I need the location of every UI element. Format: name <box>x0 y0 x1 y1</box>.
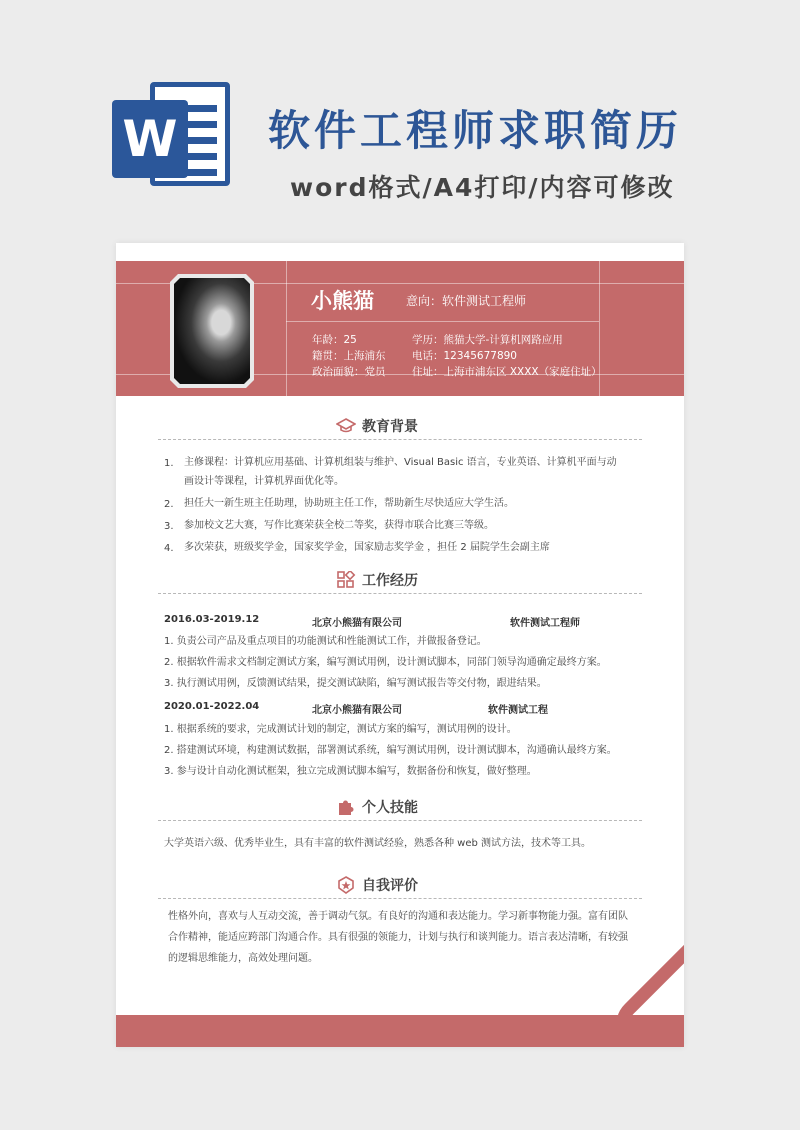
list-number: 2. <box>164 499 174 510</box>
divider <box>158 898 642 899</box>
job-position: 软件测试工程 <box>488 705 548 716</box>
work-grid-icon <box>336 571 356 589</box>
section-self-eval-header <box>116 875 684 895</box>
divider <box>158 439 642 440</box>
job-duty: 2. 根据软件需求文档制定测试方案，编写测试用例，设计测试脚本，同部门领导沟通确定最终方案。 <box>164 657 607 668</box>
list-number: 3. <box>164 521 174 532</box>
job-duty: 1. 根据系统的要求，完成测试计划的制定，测试方案的编写，测试用例的设计。 <box>164 724 517 735</box>
info-education: 学历：熊猫大学-计算机网路应用 <box>412 334 563 346</box>
divider <box>158 820 642 821</box>
job-company: 北京小熊猫有限公司 <box>312 618 402 629</box>
list-item: 多次荣获，班级奖学金，国家奖学金，国家励志奖学金 ，担任 2 届院学生会副主席 <box>184 542 550 553</box>
candidate-name: 小熊猫 <box>311 289 374 313</box>
section-title: 工作经历 <box>362 573 418 589</box>
info-political-status: 政治面貌：党员 <box>312 366 386 378</box>
job-duty: 3. 参与设计自动化测试框架，独立完成测试脚本编写，数据备份和恢复，做好整理。 <box>164 766 537 777</box>
info-age: 年龄：25 <box>312 334 357 346</box>
job-duty: 1. 负责公司产品及重点项目的功能测试和性能测试工作，并做报备登记。 <box>164 636 487 647</box>
portrait-image <box>174 278 250 384</box>
section-title: 自我评价 <box>362 878 418 894</box>
word-badge: W <box>112 100 188 178</box>
job-intent: 意向：软件测试工程师 <box>406 294 527 308</box>
puzzle-icon <box>336 798 356 816</box>
graduation-cap-icon <box>336 417 356 435</box>
list-item-continued: 画设计等课程，计算机界面优化等。 <box>184 476 344 487</box>
list-item: 担任大一新生班主任助理，协助班主任工作，帮助新生尽快适应大学生活。 <box>184 498 514 509</box>
skills-text: 大学英语六级、优秀毕业生，具有丰富的软件测试经验，熟悉各种 web 测试方法，技术等工具。 <box>164 838 592 849</box>
info-phone: 电话：12345677890 <box>412 350 517 362</box>
self-eval-text: 性格外向，喜欢与人互动交流，善于调动气氛。有良好的沟通和表达能力。学习新事物能力强。富有团队合作精神，能适应跨部门沟通合作。具有很强的领能力，计划与执行和谈判能力。语言表达清晰，有较强的逻辑思维能力，高效处理问题。 <box>168 911 628 964</box>
divider <box>158 593 642 594</box>
job-duty: 2. 搭建测试环境，构建测试数据，部署测试系统，编写测试用例，设计测试脚本，沟通确认最终方案。 <box>164 745 617 756</box>
section-skills-header <box>116 797 684 817</box>
word-icon <box>112 82 230 194</box>
info-hometown: 籍贯：上海浦东 <box>312 350 386 362</box>
page-title: 软件工程师求职简历 <box>268 106 683 155</box>
page-subtitle: word格式/A4打印/内容可修改 <box>290 173 675 202</box>
info-address: 住址：上海市浦东区 XXXX（家庭住址） <box>412 366 602 378</box>
banner <box>0 0 800 225</box>
list-item: 主修课程：计算机应用基础、计算机组装与维护、Visual Basic 语言，专业英语、计算机平面与动 <box>184 457 617 468</box>
job-period: 2016.03-2019.12 <box>164 614 260 625</box>
job-period: 2020.01-2022.04 <box>164 701 260 712</box>
list-item: 参加校文艺大赛，写作比赛荣获全校二等奖，获得市联合比赛三等级。 <box>184 520 494 531</box>
section-work-header <box>116 570 684 590</box>
list-number: 4. <box>164 543 174 554</box>
section-title: 教育背景 <box>362 419 418 435</box>
section-education-header <box>116 416 684 436</box>
footer-bar <box>116 1015 684 1047</box>
job-position: 软件测试工程师 <box>510 618 580 629</box>
resume-page <box>116 243 684 1047</box>
resume-header <box>116 261 684 396</box>
job-duty: 3. 执行测试用例，反馈测试结果，提交测试缺陷，编写测试报告等交付物，跟进结果。 <box>164 678 547 689</box>
list-number: 1. <box>164 458 174 469</box>
profile-photo <box>170 274 254 388</box>
job-company: 北京小熊猫有限公司 <box>312 705 402 716</box>
section-title: 个人技能 <box>362 800 418 816</box>
star-badge-icon <box>336 876 356 894</box>
